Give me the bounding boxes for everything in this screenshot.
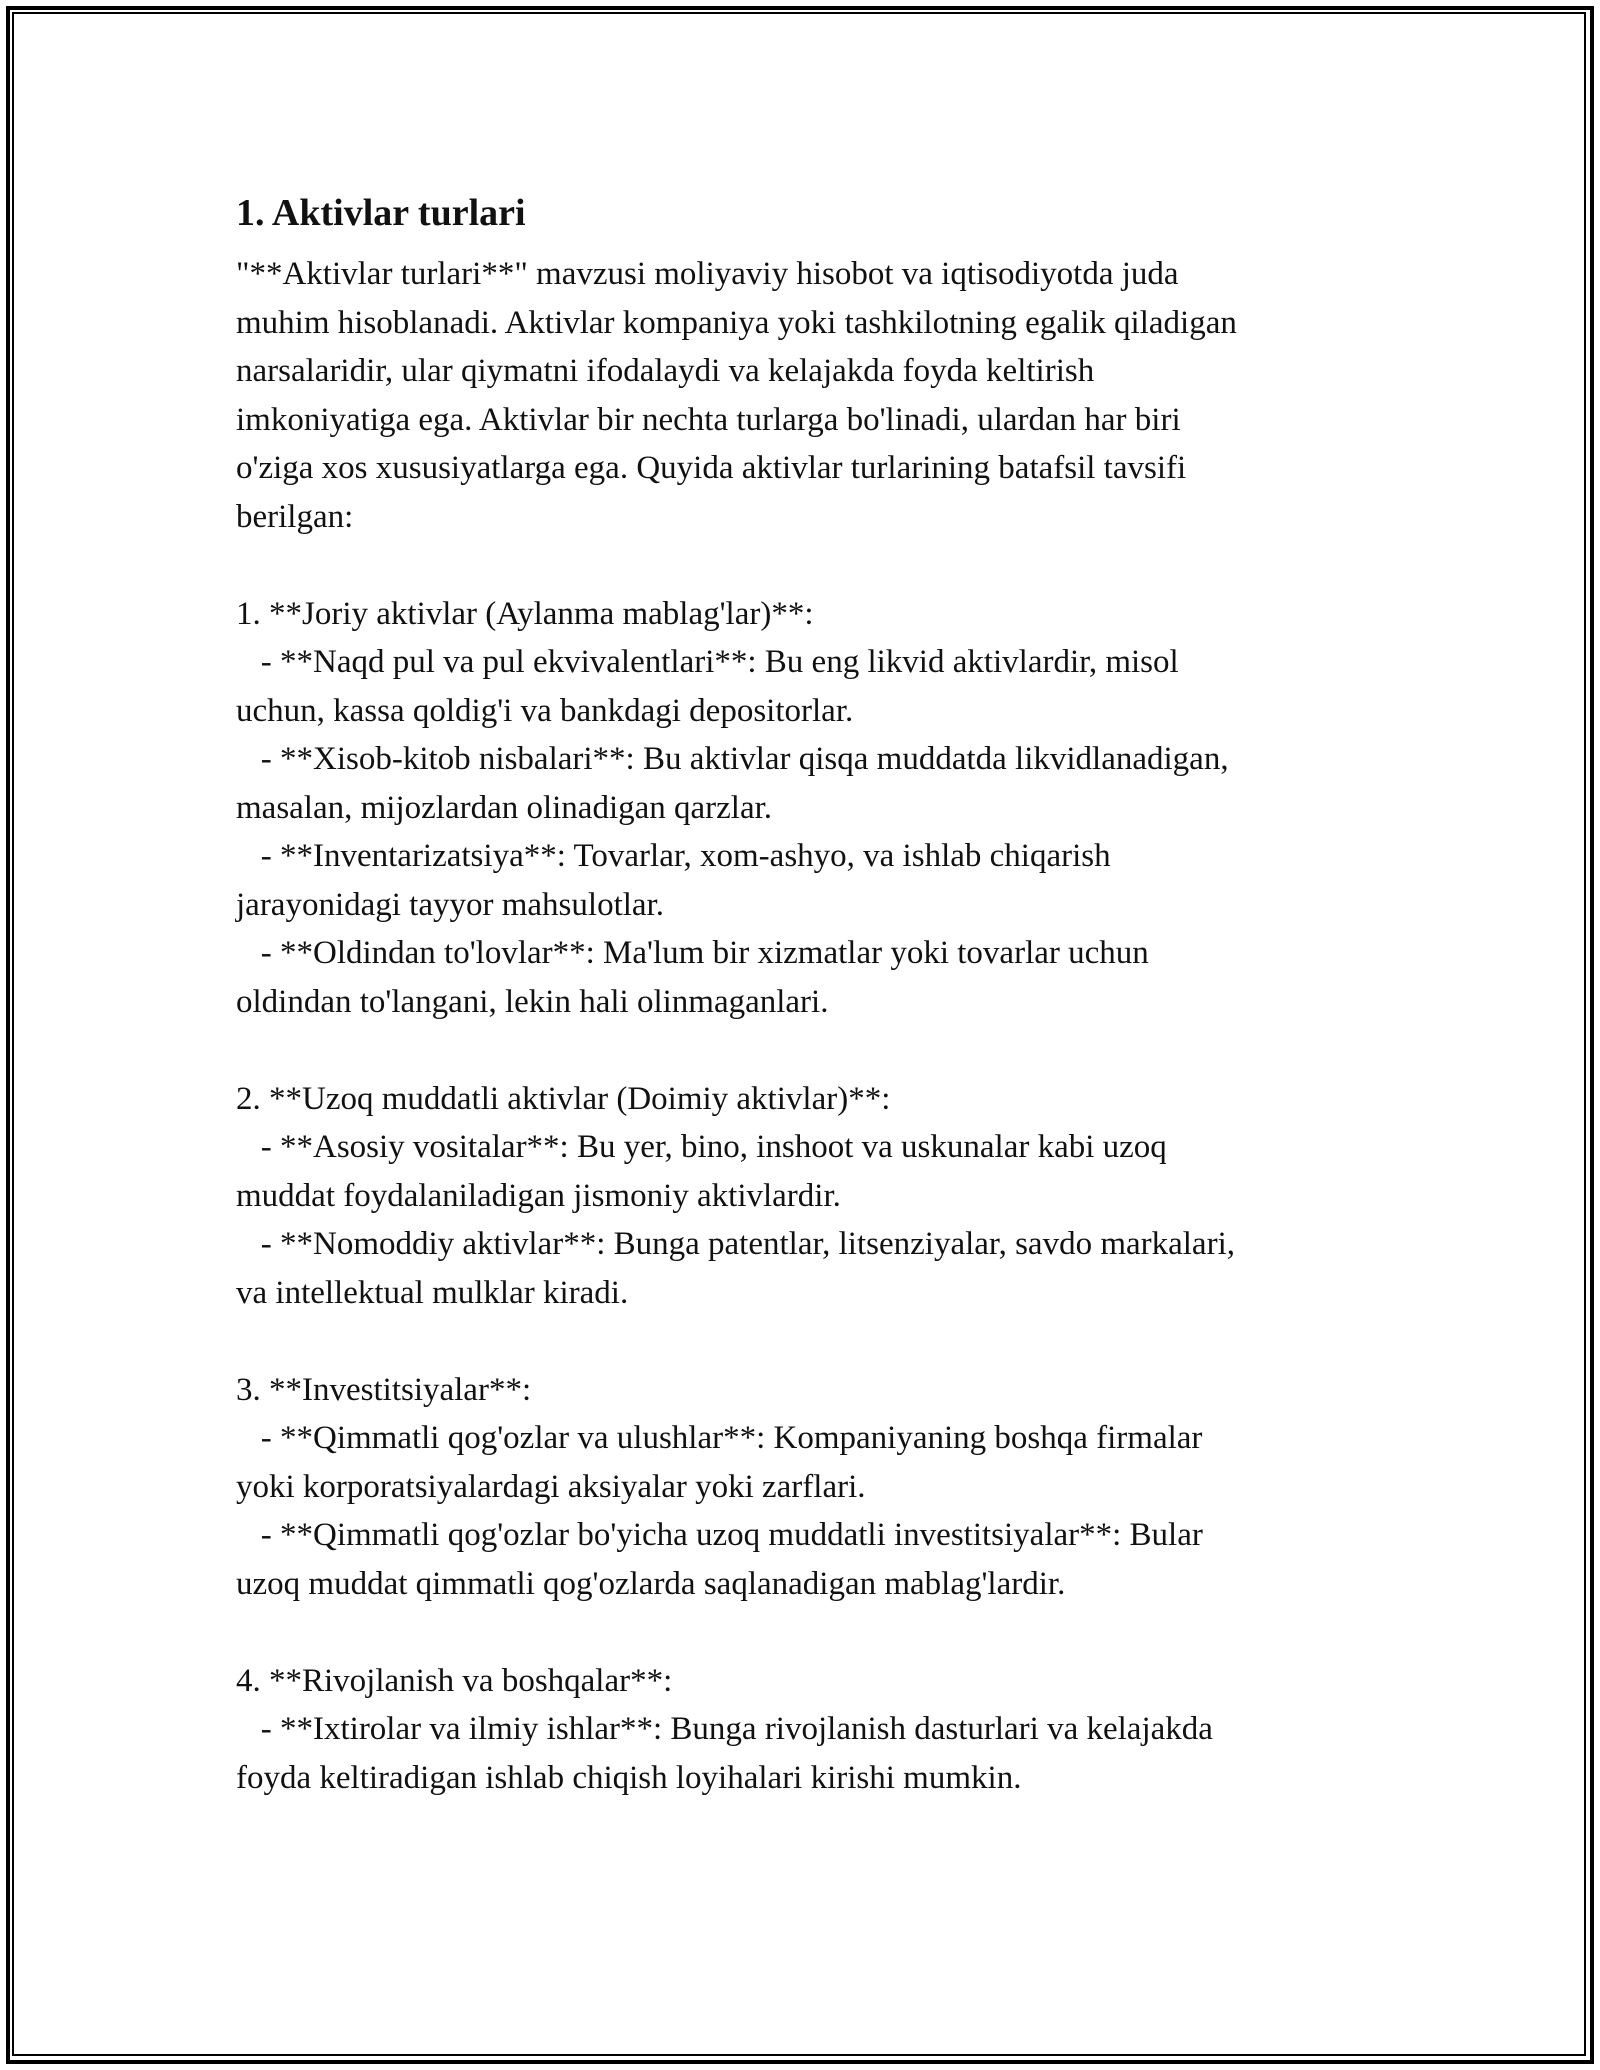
section-investments: 3. **Investitsiyalar**: - **Qimmatli qog'ozlar va ulushlar**: Kompaniyaning boshqa firmalar yoki korporatsiyalardagi aksiyalar yoki zarflari. - **Qimmatli qog'ozlar bo'yicha uzoq muddatli investitsiyalar**: Bular uzoq muddat qimmatli qog'ozlarda saqlanadigan mablag'lardir. <box>236 1371 1203 1602</box>
paragraph-gap <box>236 1317 1366 1366</box>
document-body <box>236 186 1366 1802</box>
paragraph-gap <box>236 1026 1366 1075</box>
paragraph-gap <box>236 1608 1366 1657</box>
document-title: 1. Aktivlar turlari <box>236 192 526 234</box>
section-long-term-assets: 2. **Uzoq muddatli aktivlar (Doimiy aktivlar)**: - **Asosiy vositalar**: Bu yer, bino, inshoot va uskunalar kabi uzoq muddat foydalaniladigan jismoniy aktivlardir. - **Nomoddiy aktivlar**: Bunga patentlar, litsenziyalar, savdo markalari, va intellektual mulklar kiradi. <box>236 1080 1235 1311</box>
intro-paragraph: "**Aktivlar turlari**" mavzusi moliyaviy hisobot va iqtisodiyotda juda muhim hisoblanadi. Aktivlar kompaniya yoki tashkilotning egalik qiladigan narsalaridir, ular qiymatni ifodalaydi va kelajakda foyda keltirish imkoniyatiga ega. Aktivlar bir nechta turlarga bo'linadi, ulardan har biri o'ziga xos xususiyatlarga ega. Quyida aktivlar turlarining batafsil tavsifi berilgan: <box>236 256 1237 535</box>
section-development: 4. **Rivojlanish va boshqalar**: - **Ixtirolar va ilmiy ishlar**: Bunga rivojlanish dasturlari va kelajakda foyda keltiradigan ishlab chiqish loyihalari kirishi mumkin. <box>236 1662 1213 1796</box>
section-current-assets: 1. **Joriy aktivlar (Aylanma mablag'lar)**: - **Naqd pul va pul ekvivalentlari**: Bu eng likvid aktivlardir, misol uchun, kassa qoldig'i va bankdagi depositorlar. - **Xisob-kitob nisbalari**: Bu aktivlar qisqa muddatda likvidlanadigan, masalan, mijozlardan olinadigan qarzlar. - **Inventarizatsiya**: Tovarlar, xom-ashyo, va ishlab chiqarish jarayonidagi tayyor mahsulotlar. - **Oldindan to'lovlar**: Ma'lum bir xizmatlar yoki tovarlar uchun oldindan to'langani, lekin hali olinmaganlari. <box>236 595 1229 1020</box>
paragraph-gap <box>236 541 1366 590</box>
